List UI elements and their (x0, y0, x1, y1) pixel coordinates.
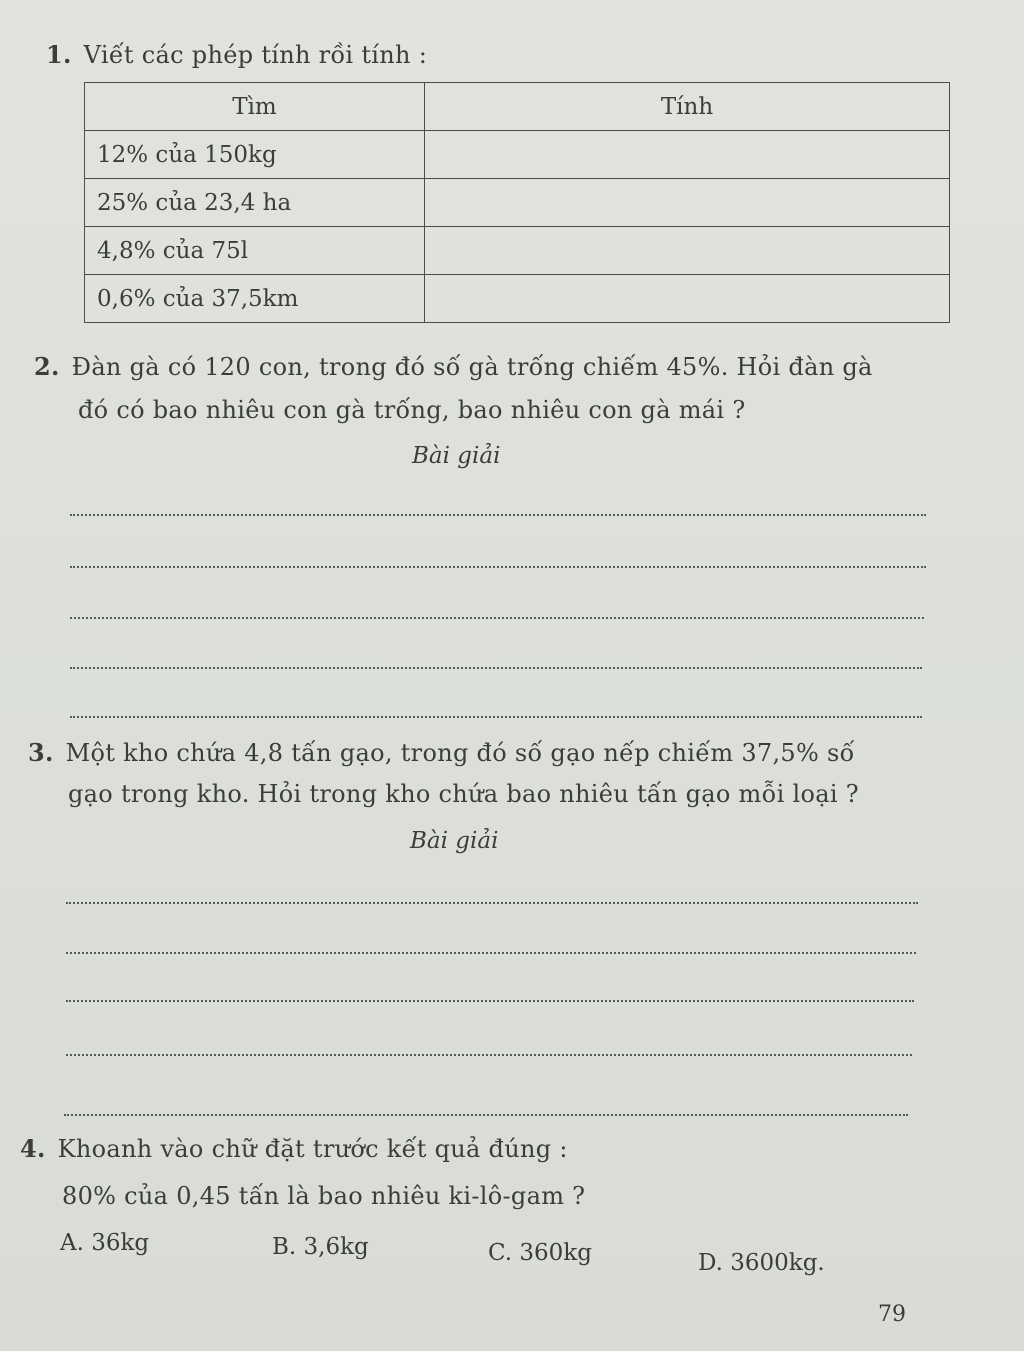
row-task: 0,6% của 37,5km (85, 275, 425, 323)
exercise-1-number: 1. (46, 40, 72, 69)
header-tim: Tìm (85, 83, 425, 131)
header-tinh: Tính (425, 83, 950, 131)
table-row (85, 275, 950, 323)
exercise-3-line-2: gạo trong kho. Hỏi trong kho chứa bao nhiêu tấn gạo mỗi loại ? (68, 780, 859, 808)
answer-line[interactable] (70, 716, 922, 718)
exercise-4-number: 4. (20, 1134, 46, 1163)
exercise-4-prompt: 4. Khoanh vào chữ đặt trước kết quả đúng : (20, 1134, 568, 1163)
exercise-3-solution-heading: Bài giải (410, 828, 499, 854)
exercise-1-prompt: 1. Viết các phép tính rồi tính : (46, 40, 428, 69)
exercise-3-number: 3. (28, 738, 54, 767)
exercise-2-line-1: 2. Đàn gà có 120 con, trong đó số gà trống chiếm 45%. Hỏi đàn gà (34, 352, 873, 381)
answer-cell[interactable] (425, 179, 950, 227)
answer-line[interactable] (70, 617, 924, 619)
answer-cell[interactable] (425, 227, 950, 275)
table-row (85, 131, 950, 179)
exercise-2-solution-heading: Bài giải (412, 443, 501, 469)
page-number: 79 (878, 1302, 906, 1327)
answer-line[interactable] (70, 667, 922, 669)
row-task: 25% của 23,4 ha (85, 179, 425, 227)
choice-a[interactable]: A. 36kg (60, 1230, 150, 1256)
exercise-4-question: 80% của 0,45 tấn là bao nhiêu ki-lô-gam ? (62, 1182, 586, 1210)
answer-line[interactable] (66, 1000, 914, 1002)
exercise-3-line-1: 3. Một kho chứa 4,8 tấn gạo, trong đó số gạo nếp chiếm 37,5% số (28, 738, 855, 767)
answer-cell[interactable] (425, 131, 950, 179)
answer-line[interactable] (70, 514, 926, 516)
row-task: 4,8% của 75l (85, 227, 425, 275)
table-row (85, 179, 950, 227)
table-row (85, 227, 950, 275)
choice-b[interactable]: B. 3,6kg (272, 1234, 369, 1260)
exercise-2-number: 2. (34, 352, 60, 381)
choice-c[interactable]: C. 360kg (488, 1240, 592, 1266)
calculation-table (84, 82, 950, 323)
choice-d[interactable]: D. 3600kg. (698, 1250, 825, 1276)
exercise-2-line-2: đó có bao nhiêu con gà trống, bao nhiêu con gà mái ? (78, 396, 746, 424)
answer-line[interactable] (66, 1054, 912, 1056)
answer-line[interactable] (64, 1114, 908, 1116)
table-header-row (85, 83, 950, 131)
answer-line[interactable] (66, 952, 916, 954)
answer-line[interactable] (70, 566, 926, 568)
answer-line[interactable] (66, 902, 918, 904)
answer-cell[interactable] (425, 275, 950, 323)
row-task: 12% của 150kg (85, 131, 425, 179)
